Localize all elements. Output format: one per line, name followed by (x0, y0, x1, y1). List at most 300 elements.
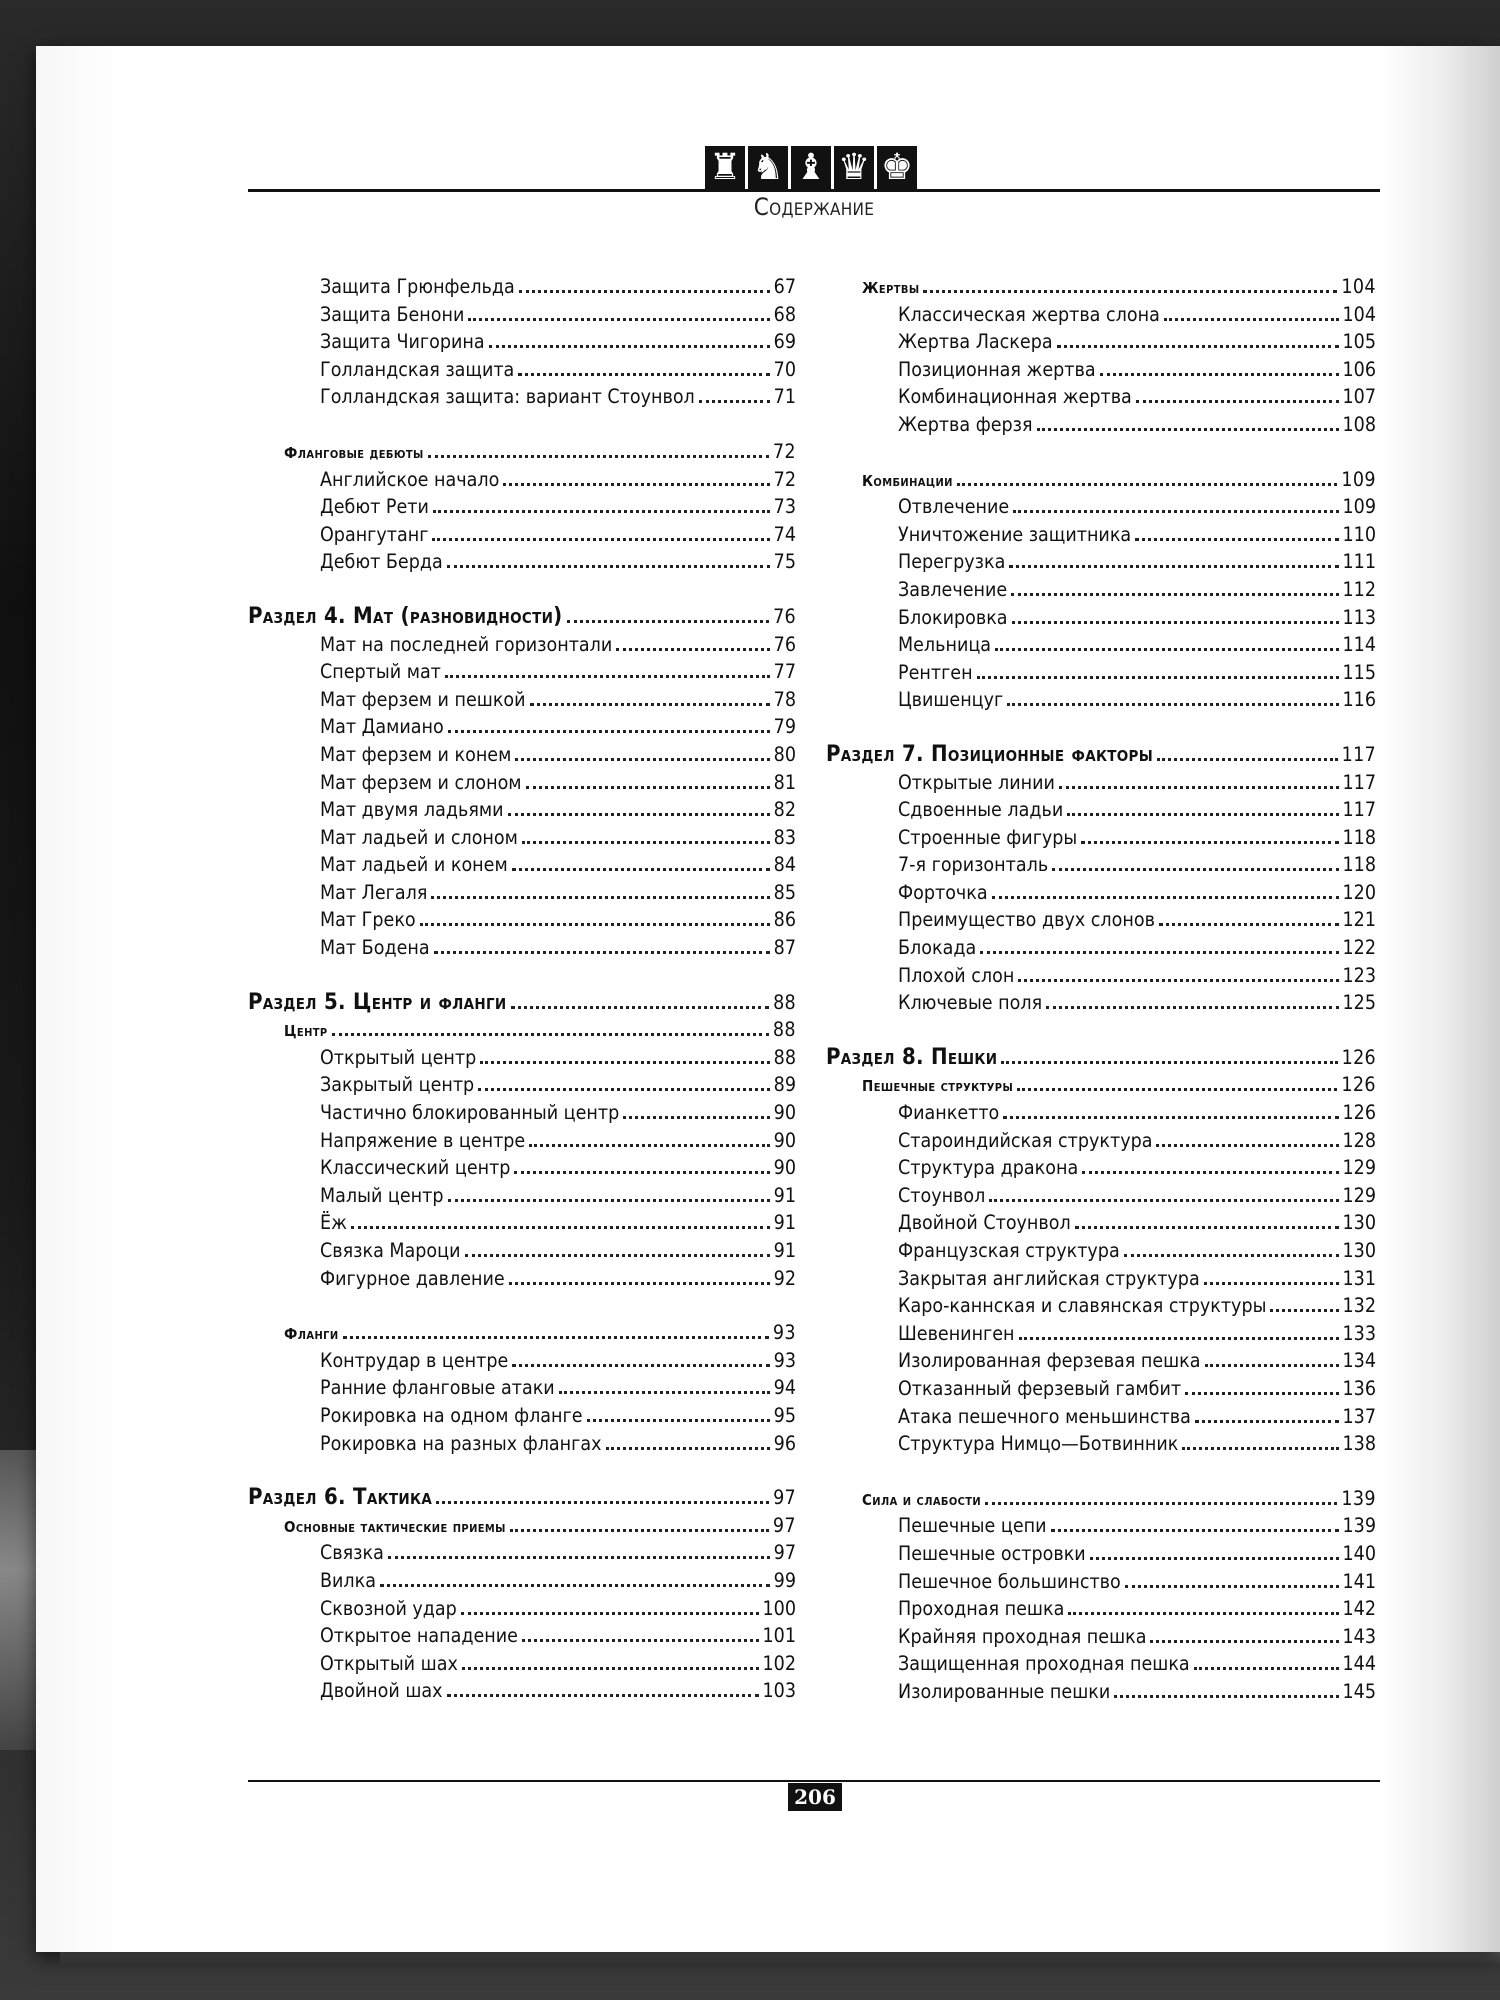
toc-entry-sub[interactable] (248, 298, 796, 326)
toc-leader-dots (448, 1179, 770, 1202)
toc-leader-dots (332, 1013, 769, 1036)
toc-entry-title: Пешечные структуры (862, 1077, 1014, 1096)
toc-leader-dots (468, 298, 769, 321)
toc-entry-page: 131 (1342, 1266, 1376, 1290)
toc-leader-dots (1013, 490, 1338, 513)
toc-entry-title: Мат Дамиано (320, 715, 444, 739)
toc-entry-page: 123 (1342, 963, 1376, 987)
toc-entry-page: 134 (1342, 1349, 1376, 1373)
toc-entry-sub[interactable] (248, 1399, 796, 1427)
toc-leader-dots (448, 710, 770, 733)
toc-entry-sub[interactable] (826, 1179, 1376, 1207)
toc-leader-dots (1157, 738, 1338, 761)
toc-leader-dots (512, 848, 770, 871)
toc-entry-title: Открытое нападение (320, 1624, 518, 1648)
toc-entry-sub[interactable] (248, 1206, 796, 1234)
toc-entry-grp[interactable] (826, 1068, 1376, 1096)
toc-entry-title: Завлечение (898, 577, 1008, 601)
toc-entry-title: 7-я горизонталь (898, 853, 1049, 877)
toc-entry-sec[interactable] (248, 1481, 796, 1509)
toc-leader-dots (1185, 1372, 1338, 1395)
toc-entry-title: Комбинации (862, 471, 953, 490)
toc-entry-page: 101 (762, 1624, 796, 1648)
toc-leader-dots (559, 1371, 770, 1394)
toc-entry-page: 121 (1342, 908, 1376, 932)
toc-entry-sub[interactable] (248, 1041, 796, 1069)
toc-entry-sub[interactable] (826, 1647, 1376, 1675)
toc-entry-title: Мат двумя ладьями (320, 798, 504, 822)
toc-entry-page: 90 (773, 1128, 796, 1152)
toc-entry-page: 86 (773, 908, 796, 932)
toc-entry-page: 112 (1342, 577, 1376, 601)
toc-entry-page: 109 (1342, 495, 1376, 519)
toc-entry-sub[interactable] (248, 848, 796, 876)
toc-entry-sub[interactable] (826, 1124, 1376, 1152)
toc-entry-page: 87 (773, 936, 796, 960)
toc-leader-dots (1156, 1124, 1338, 1147)
toc-entry-sub[interactable] (826, 876, 1376, 904)
toc-leader-dots (980, 931, 1338, 954)
toc-entry-page: 142 (1342, 1597, 1376, 1621)
toc-entry-page: 110 (1342, 522, 1376, 546)
toc-entry-title: Мат ферзем и слоном (320, 770, 522, 794)
toc-leader-dots (434, 931, 770, 954)
background-shade (0, 1450, 40, 1750)
toc-entry-sub[interactable] (248, 1619, 796, 1647)
toc-entry-page: 128 (1342, 1128, 1376, 1152)
toc-entry-sub[interactable] (248, 518, 796, 546)
toc-leader-dots (447, 1674, 759, 1697)
toc-entry-page: 130 (1342, 1211, 1376, 1235)
toc-entry-sub[interactable] (248, 1427, 796, 1455)
toc-entry-sub[interactable] (248, 463, 796, 491)
toc-entry-title: Закрытый центр (320, 1073, 475, 1097)
toc-entry-sub[interactable] (248, 738, 796, 766)
toc-entry-title: Комбинационная жертва (898, 385, 1132, 409)
toc-entry-title: Дебют Берда (320, 550, 443, 574)
toc-entry-sub[interactable] (826, 628, 1376, 656)
toc-entry-page: 117 (1341, 742, 1376, 766)
toc-entry-title: Сдвоенные ладьи (898, 798, 1064, 822)
toc-leader-dots (992, 876, 1339, 899)
toc-leader-dots (1082, 1151, 1338, 1174)
toc-leader-dots (343, 1316, 769, 1339)
toc-leader-dots (616, 628, 769, 651)
toc-entry-sub[interactable] (826, 959, 1376, 987)
toc-entry-grp[interactable] (826, 1482, 1376, 1510)
toc-leader-dots (977, 656, 1339, 679)
toc-entry-page: 89 (773, 1073, 796, 1097)
toc-entry-title: Рокировка на разных флангах (320, 1431, 602, 1455)
toc-entry-sub[interactable] (248, 1592, 796, 1620)
toc-entry-title: Напряжение в центре (320, 1128, 526, 1152)
toc-entry-sub[interactable] (826, 1289, 1376, 1317)
toc-entry-title: Открытый центр (320, 1045, 477, 1069)
toc-leader-dots (1017, 1068, 1337, 1091)
toc-entry-page: 75 (773, 550, 796, 574)
toc-leader-dots (985, 1482, 1337, 1505)
toc-entry-page: 126 (1341, 1045, 1376, 1069)
toc-entry-sub[interactable] (248, 821, 796, 849)
toc-entry-sub[interactable] (826, 518, 1376, 546)
toc-leader-dots (508, 793, 770, 816)
toc-entry-sub[interactable] (248, 1234, 796, 1262)
toc-leader-dots (567, 600, 770, 623)
toc-leader-dots (428, 435, 769, 458)
toc-entry-page: 88 (772, 1018, 796, 1042)
toc-entry-title: Шевенинген (898, 1321, 1015, 1345)
toc-entry-page: 72 (773, 467, 796, 491)
toc-entry-page: 133 (1342, 1321, 1376, 1345)
toc-leader-dots (529, 1124, 769, 1147)
toc-entry-sub[interactable] (826, 545, 1376, 573)
toc-entry-grp[interactable] (248, 1316, 796, 1344)
toc-entry-grp[interactable] (248, 435, 796, 463)
toc-entry-page: 136 (1342, 1376, 1376, 1400)
toc-entry-title: Голландская защита (320, 357, 515, 381)
toc-leader-dots (1182, 1427, 1338, 1450)
toc-entry-title: Жертва Ласкера (898, 330, 1053, 354)
toc-entry-page: 71 (773, 385, 796, 409)
toc-entry-title: Фланговые дебюты (284, 443, 424, 462)
toc-entry-title: Частично блокированный центр (320, 1101, 620, 1125)
toc-leader-dots (1114, 1675, 1338, 1698)
toc-entry-sub[interactable] (248, 1344, 796, 1372)
toc-leader-dots (388, 1536, 770, 1559)
toc-entry-sub[interactable] (826, 1537, 1376, 1565)
toc-entry-grp[interactable] (826, 270, 1376, 298)
toc-entry-page: 93 (773, 1348, 796, 1372)
toc-entry-title: Мат ладьей и конем (320, 853, 508, 877)
toc-leader-dots (1003, 1096, 1338, 1119)
toc-entry-sub[interactable] (826, 1206, 1376, 1234)
toc-entry-sub[interactable] (248, 1371, 796, 1399)
toc-leader-dots (480, 1041, 769, 1064)
toc-leader-dots (1150, 1620, 1338, 1643)
toc-entry-page: 99 (773, 1568, 796, 1592)
toc-entry-page: 103 (762, 1679, 796, 1703)
toc-entry-page: 83 (773, 825, 796, 849)
toc-entry-sub[interactable] (248, 903, 796, 931)
toc-entry-page: 70 (773, 357, 796, 381)
toc-entry-grp[interactable] (826, 463, 1376, 491)
toc-entry-page: 141 (1342, 1569, 1376, 1593)
toc-entry-title: Мат ладьей и слоном (320, 825, 518, 849)
toc-entry-sub[interactable] (248, 490, 796, 518)
toc-entry-sub[interactable] (826, 380, 1376, 408)
toc-entry-title: Двойной шах (320, 1679, 443, 1703)
toc-entry-sub[interactable] (248, 1096, 796, 1124)
toc-entry-title: Дебют Рети (320, 495, 429, 519)
toc-entry-sub[interactable] (826, 1592, 1376, 1620)
toc-leader-dots (1001, 1041, 1337, 1064)
toc-entry-sub[interactable] (248, 1179, 796, 1207)
toc-entry-title: Раздел 8. Пешки (826, 1044, 998, 1070)
toc-entry-title: Защита Грюнфельда (320, 275, 515, 298)
toc-entry-sub[interactable] (248, 876, 796, 904)
toc-leader-dots (1204, 1262, 1339, 1285)
toc-entry-sub[interactable] (826, 848, 1376, 876)
footer-rule (248, 1780, 1380, 1782)
toc-entry-title: Блокировка (898, 605, 1008, 629)
toc-entry-page: 106 (1342, 357, 1376, 381)
toc-right-column (826, 270, 1376, 1703)
toc-entry-page: 72 (772, 439, 796, 463)
toc-leader-dots (1068, 1592, 1338, 1615)
toc-leader-dots (1051, 1509, 1339, 1532)
toc-leader-dots (420, 903, 770, 926)
toc-entry-sub[interactable] (248, 380, 796, 408)
toc-entry-sub[interactable] (248, 1068, 796, 1096)
queen-icon: ♛ (834, 146, 874, 190)
toc-entry-page: 96 (773, 1431, 796, 1455)
toc-entry-title: Голландская защита: вариант Стоунвол (320, 385, 695, 409)
toc-leader-dots (1164, 298, 1339, 321)
page-shadow (60, 1952, 1500, 1966)
toc-entry-sub[interactable] (248, 710, 796, 738)
toc-entry-sub[interactable] (248, 1647, 796, 1675)
toc-entry-title: Позиционная жертва (898, 357, 1096, 381)
chess-pieces-emblem (705, 146, 917, 190)
toc-entry-title: Крайняя проходная пешка (898, 1624, 1147, 1648)
toc-leader-dots (432, 518, 769, 541)
toc-entry-page: 107 (1342, 385, 1376, 409)
toc-entry-sub[interactable] (826, 1400, 1376, 1428)
toc-entry-sub[interactable] (826, 656, 1376, 684)
toc-leader-dots (1135, 518, 1338, 541)
toc-entry-page: 79 (773, 715, 796, 739)
king-icon: ♚ (877, 146, 917, 190)
toc-entry-sub[interactable] (826, 931, 1376, 959)
toc-entry-page: 125 (1342, 991, 1376, 1015)
toc-entry-sub[interactable] (826, 298, 1376, 326)
toc-leader-dots (431, 876, 769, 899)
toc-leader-dots (1009, 545, 1338, 568)
toc-entry-sub[interactable] (248, 655, 796, 683)
toc-leader-dots (511, 986, 770, 1009)
toc-entry-title: Староиндийская структура (898, 1128, 1153, 1152)
toc-leader-dots (1136, 380, 1339, 403)
toc-entry-title: Плохой слон (898, 963, 1015, 987)
toc-entry-title: Связка (320, 1541, 384, 1565)
toc-entry-sub[interactable] (248, 1262, 796, 1290)
toc-leader-dots (522, 821, 770, 844)
toc-entry-title: Центр (284, 1022, 328, 1041)
toc-entry-page: 68 (773, 302, 796, 326)
toc-entry-title: Цвишенцуг (898, 688, 1004, 712)
toc-entry-page: 76 (773, 604, 796, 628)
toc-entry-page: 80 (773, 742, 796, 766)
toc-entry-sec[interactable] (248, 600, 796, 628)
toc-entry-sub[interactable] (248, 1536, 796, 1564)
toc-entry-sub[interactable] (248, 545, 796, 573)
toc-entry-sub[interactable] (248, 1151, 796, 1179)
toc-entry-sub[interactable] (826, 1344, 1376, 1372)
toc-entry-page: 137 (1342, 1404, 1376, 1428)
toc-entry-sub[interactable] (248, 1124, 796, 1152)
toc-entry-sec[interactable] (826, 738, 1376, 766)
toc-entry-page: 97 (773, 1486, 796, 1510)
toc-entry-title: Пешечные островки (898, 1541, 1086, 1565)
toc-entry-sub[interactable] (248, 766, 796, 794)
toc-entry-title: Стоунвол (898, 1183, 986, 1207)
toc-entry-page: 108 (1342, 412, 1376, 436)
toc-entry-sub[interactable] (826, 793, 1376, 821)
toc-leader-dots (587, 1399, 770, 1422)
toc-entry-grp[interactable] (248, 1013, 796, 1041)
toc-leader-dots (530, 683, 770, 706)
toc-entry-sub[interactable] (826, 903, 1376, 931)
toc-leader-dots (699, 380, 770, 403)
toc-entry-title: Классическая жертва слона (898, 302, 1160, 326)
toc-entry-sub[interactable] (826, 1675, 1376, 1703)
toc-entry-page: 122 (1342, 936, 1376, 960)
toc-entry-page: 140 (1342, 1541, 1376, 1565)
toc-leader-dots (514, 1151, 769, 1174)
toc-entry-page: 118 (1342, 853, 1376, 877)
toc-leader-dots (515, 738, 769, 761)
toc-entry-title: Раздел 5. Центр и фланги (248, 989, 507, 1015)
toc-entry-sub[interactable] (248, 1564, 796, 1592)
toc-entry-title: Фланги (284, 1325, 339, 1344)
toc-entry-sub[interactable] (248, 1674, 796, 1702)
toc-entry-page: 78 (773, 687, 796, 711)
toc-entry-sub[interactable] (826, 1096, 1376, 1124)
toc-entry-sec[interactable] (826, 1041, 1376, 1069)
toc-entry-title: Структура Нимцо—Ботвинник (898, 1432, 1179, 1456)
toc-entry-title: Изолированные пешки (898, 1679, 1111, 1703)
toc-entry-page: 97 (772, 1513, 796, 1537)
toc-entry-grp[interactable] (248, 1509, 796, 1537)
toc-entry-page: 116 (1342, 688, 1376, 712)
toc-entry-page: 113 (1342, 605, 1376, 629)
toc-entry-sub[interactable] (248, 353, 796, 381)
toc-entry-sub[interactable] (826, 1620, 1376, 1648)
toc-entry-title: Мат Легаля (320, 880, 428, 904)
toc-leader-dots (606, 1427, 770, 1450)
toc-entry-title: Ранние фланговые атаки (320, 1376, 555, 1400)
toc-entry-sub[interactable] (248, 793, 796, 821)
toc-entry-sub[interactable] (826, 1427, 1376, 1455)
toc-entry-page: 82 (773, 798, 796, 822)
toc-entry-page: 104 (1341, 275, 1376, 298)
toc-entry-sub[interactable] (248, 628, 796, 656)
toc-leader-dots (519, 270, 770, 293)
toc-entry-sub[interactable] (826, 408, 1376, 436)
toc-leader-dots (380, 1564, 770, 1587)
toc-leader-dots (989, 1179, 1338, 1202)
toc-entry-sub[interactable] (826, 766, 1376, 794)
toc-leader-dots (518, 353, 769, 376)
toc-entry-title: Отвлечение (898, 495, 1010, 519)
toc-entry-title: Классический центр (320, 1156, 511, 1180)
toc-entry-title: Мат Бодена (320, 936, 430, 960)
toc-entry-page: 76 (773, 632, 796, 656)
toc-leader-dots (503, 463, 769, 486)
toc-entry-page: 143 (1342, 1624, 1376, 1648)
toc-leader-dots (489, 325, 770, 348)
toc-entry-page: 132 (1342, 1294, 1376, 1318)
toc-entry-sub[interactable] (248, 683, 796, 711)
toc-entry-page: 130 (1342, 1239, 1376, 1262)
toc-entry-sub[interactable] (826, 490, 1376, 518)
toc-entry-page: 74 (773, 522, 796, 546)
toc-entry-page: 129 (1342, 1156, 1376, 1180)
toc-leader-dots (1205, 1344, 1339, 1367)
toc-entry-sub[interactable] (826, 1151, 1376, 1179)
toc-entry-sub[interactable] (826, 683, 1376, 711)
toc-entry-sub[interactable] (826, 325, 1376, 353)
toc-entry-title: Форточка (898, 880, 988, 904)
toc-entry-sub[interactable] (826, 1234, 1376, 1262)
toc-entry-title: Мат ферзем и конем (320, 742, 512, 766)
toc-leader-dots (510, 1509, 769, 1532)
toc-entry-sub[interactable] (826, 986, 1376, 1014)
toc-leader-dots (526, 766, 770, 789)
toc-entry-title: Раздел 6. Тактика (248, 1485, 433, 1511)
toc-entry-page: 88 (773, 1045, 796, 1069)
toc-entry-title: Вилка (320, 1568, 376, 1592)
toc-entry-sec[interactable] (248, 986, 796, 1014)
toc-entry-sub[interactable] (826, 1565, 1376, 1593)
knight-icon: ♞ (748, 146, 788, 190)
toc-leader-dots (1195, 1400, 1339, 1423)
toc-entry-page: 67 (773, 275, 796, 298)
toc-entry-sub[interactable] (826, 353, 1376, 381)
toc-entry-page: 117 (1342, 770, 1376, 794)
toc-entry-title: Контрудар в центре (320, 1348, 509, 1372)
toc-entry-page: 145 (1342, 1679, 1376, 1703)
toc-entry-sub[interactable] (826, 573, 1376, 601)
toc-leader-dots (1011, 573, 1338, 596)
toc-entry-sub[interactable] (826, 1262, 1376, 1290)
toc-entry-title: Английское начало (320, 467, 500, 491)
toc-entry-page: 114 (1342, 633, 1376, 657)
toc-entry-page: 90 (773, 1156, 796, 1180)
toc-entry-title: Жертва ферзя (898, 412, 1033, 436)
toc-entry-sub[interactable] (826, 1317, 1376, 1345)
toc-entry-page: 73 (773, 495, 796, 519)
toc-entry-page: 91 (773, 1239, 796, 1262)
toc-entry-sub[interactable] (826, 821, 1376, 849)
toc-entry-title: Ёж (320, 1211, 347, 1235)
toc-entry-title: Защищенная проходная пешка (898, 1652, 1190, 1676)
toc-entry-sub[interactable] (248, 325, 796, 353)
toc-entry-page: 81 (773, 770, 796, 794)
toc-entry-sub[interactable] (826, 601, 1376, 629)
toc-leader-dots (623, 1096, 769, 1119)
toc-entry-page: 102 (762, 1651, 796, 1675)
toc-entry-title: Изолированная ферзевая пешка (898, 1349, 1201, 1373)
toc-entry-title: Раздел 7. Позиционные факторы (826, 741, 1154, 767)
toc-entry-sub[interactable] (826, 1509, 1376, 1537)
toc-entry-page: 77 (773, 660, 796, 684)
toc-leader-dots (1037, 408, 1339, 431)
toc-entry-title: Основные тактические приемы (284, 1517, 506, 1536)
toc-leader-dots (433, 490, 770, 513)
toc-entry-title: Спертый мат (320, 660, 441, 684)
toc-entry-title: Проходная пешка (898, 1597, 1065, 1621)
toc-entry-sub[interactable] (248, 931, 796, 959)
toc-entry-title: Мат на последней горизонтали (320, 632, 613, 656)
toc-leader-dots (1124, 1234, 1339, 1257)
toc-entry-page: 109 (1341, 467, 1376, 491)
toc-entry-title: Фианкетто (898, 1101, 1000, 1125)
toc-entry-title: Малый центр (320, 1183, 444, 1207)
toc-entry-page: 90 (773, 1101, 796, 1125)
toc-entry-sub[interactable] (248, 270, 796, 298)
toc-entry-sub[interactable] (826, 1372, 1376, 1400)
